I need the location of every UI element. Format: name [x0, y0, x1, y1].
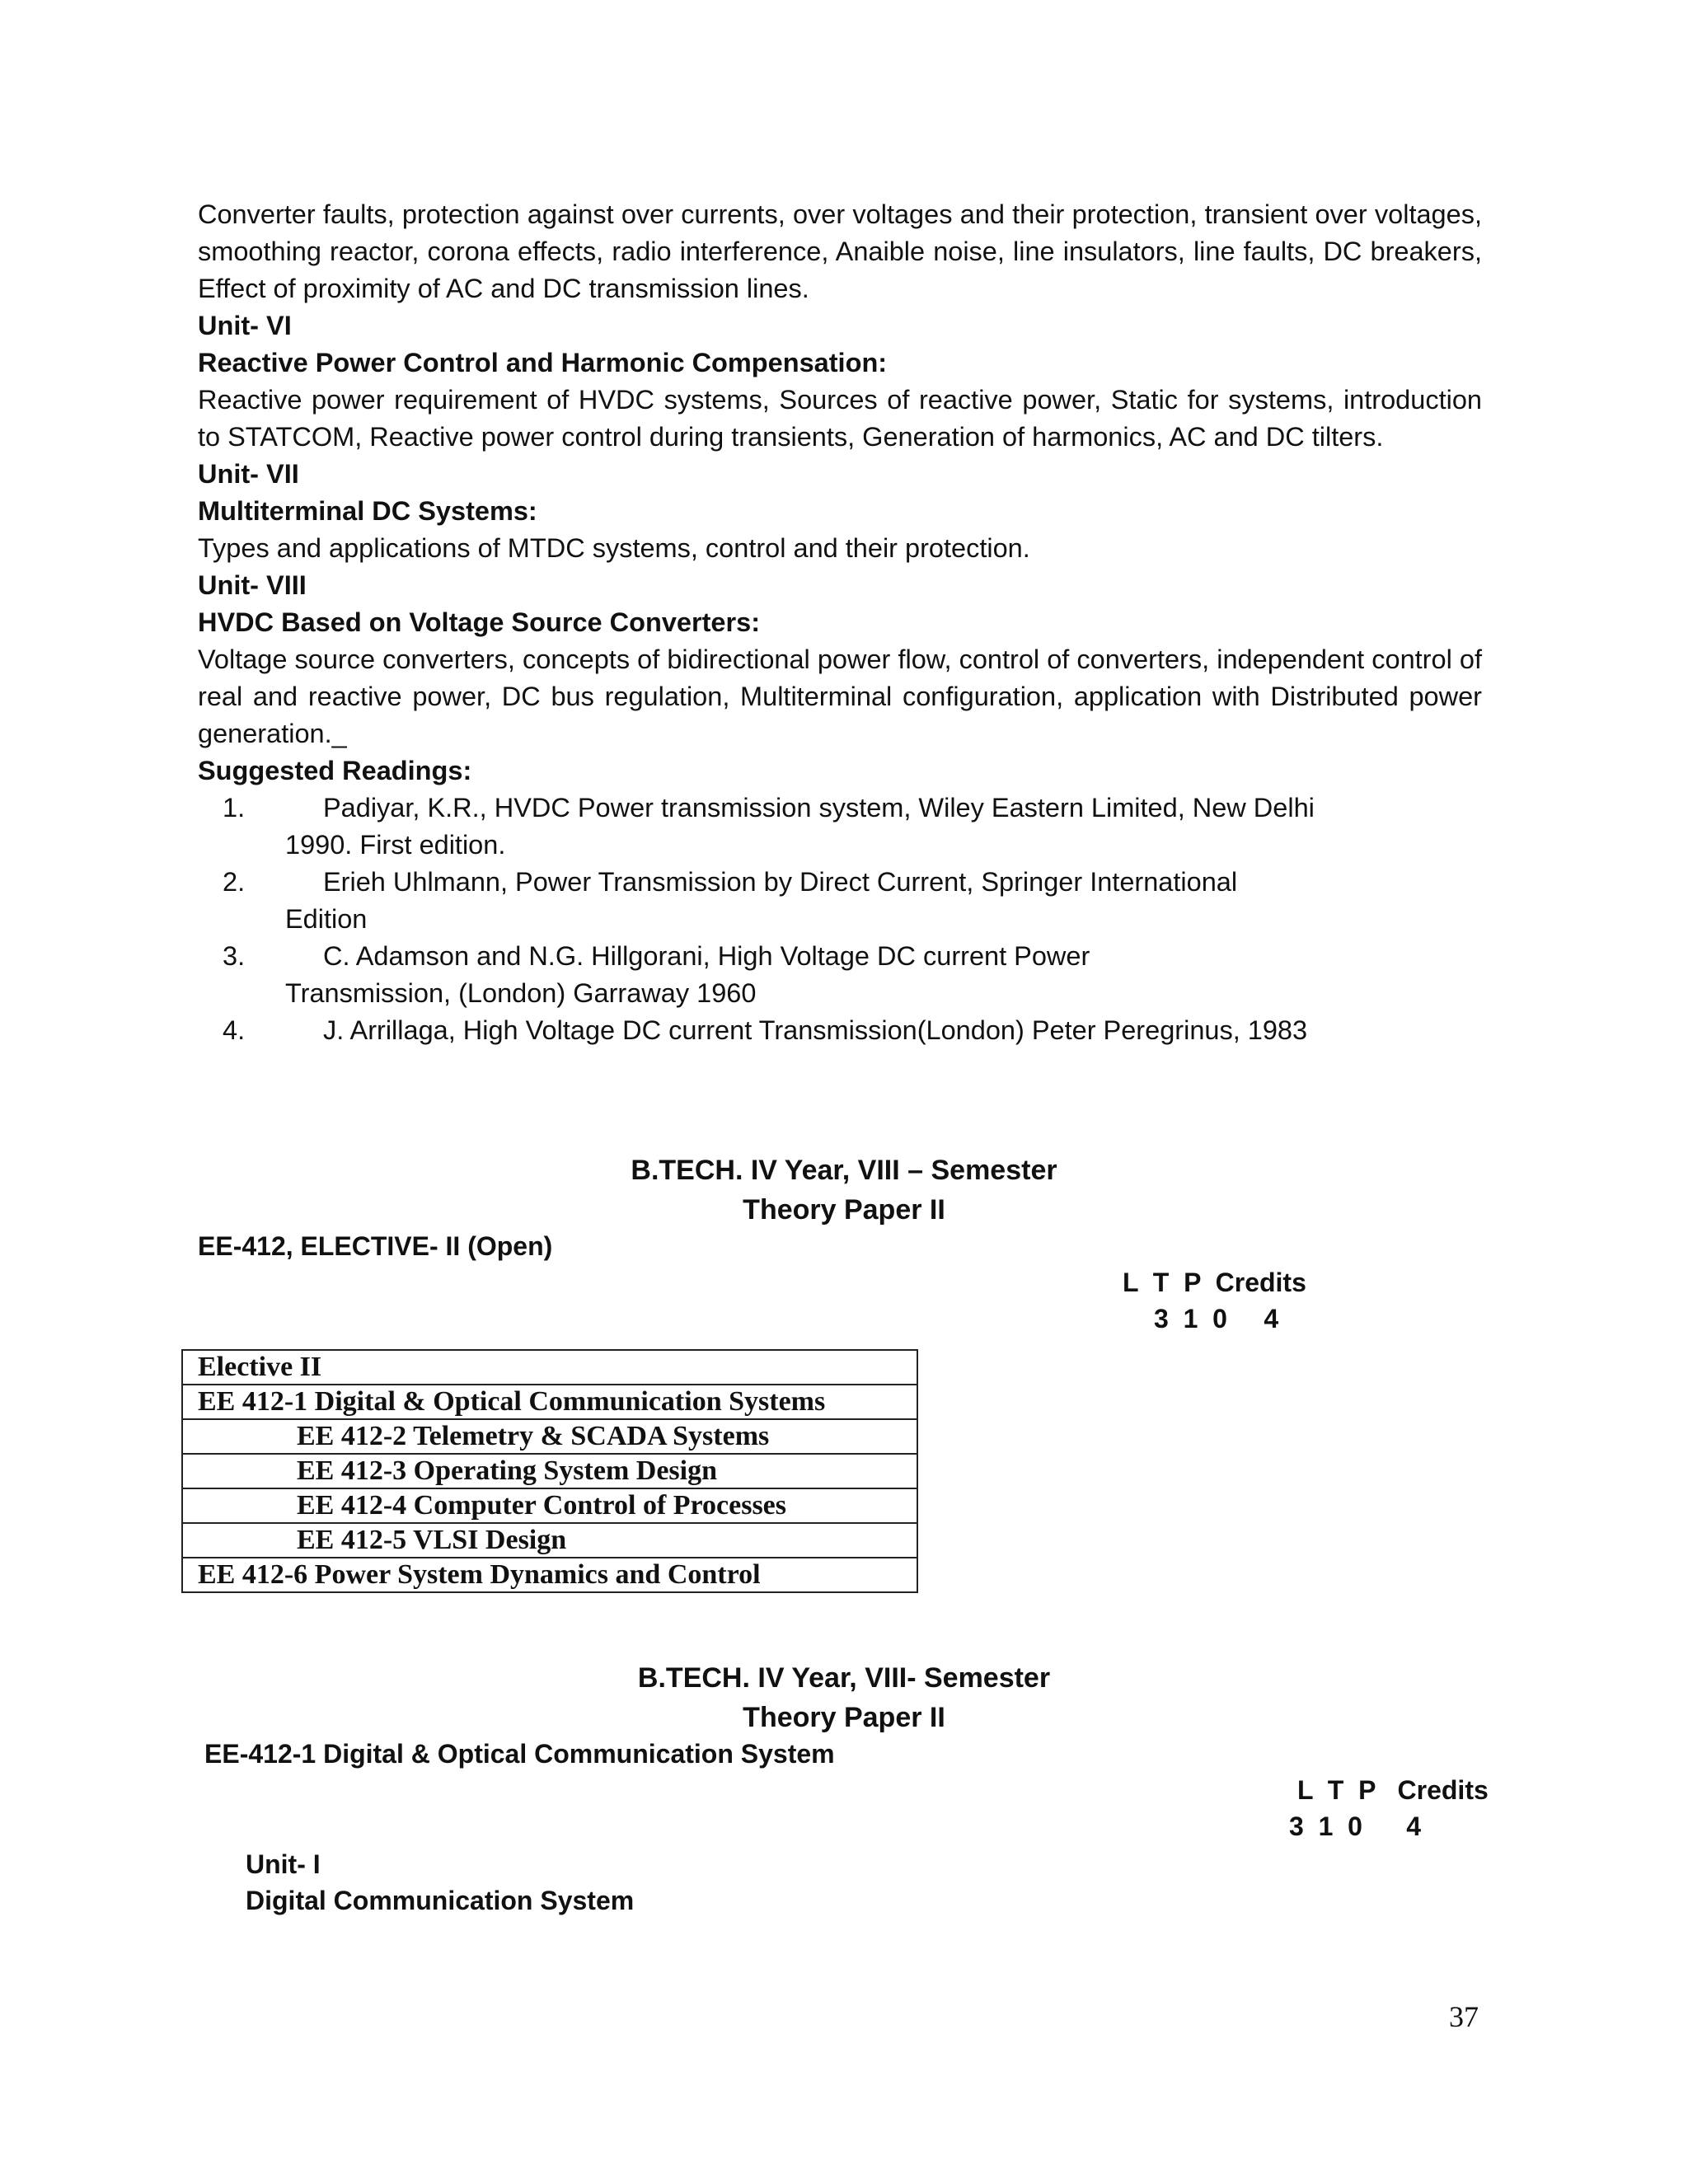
- elective-table-row: [182, 1385, 917, 1419]
- reading-item: [198, 938, 1526, 1012]
- reading-text: J. Arrillaga, High Voltage DC current Transmission(London) Peter Peregrinus, 1983: [323, 1015, 1308, 1045]
- reading-number: 3.: [223, 941, 246, 971]
- section-1-course-code: EE-412, ELECTIVE- II (Open): [198, 1231, 553, 1261]
- readings-list: [198, 790, 1482, 1049]
- section-2-ltp-header: L T P Credits: [1297, 1775, 1489, 1805]
- unit-6-title: Reactive Power Control and Harmonic Compensation:: [198, 348, 888, 377]
- elective-table-cell: EE 412-1 Digital & Optical Communication Systems: [182, 1385, 917, 1419]
- elective-table-row: [182, 1523, 917, 1558]
- elective-table: [181, 1349, 918, 1593]
- unit-6-label: Unit- VI: [198, 311, 292, 340]
- reading-text-continued: Transmission, (London) Garraway 1960: [285, 978, 757, 1008]
- elective-table-cell: EE 412-2 Telemetry & SCADA Systems: [182, 1419, 917, 1454]
- section-1-ltp-header: L T P Credits: [1123, 1268, 1306, 1297]
- reading-item: [198, 864, 1526, 938]
- elective-table-row: [182, 1558, 917, 1592]
- unit-6-body: Reactive power requirement of HVDC systems, Sources of reactive power, Static for systems, introduction to STATCOM, Reactive power control during transients, Generation of harmonics, AC and DC tilters.: [198, 385, 1482, 452]
- elective-table-cell: EE 412-3 Operating System Design: [182, 1454, 917, 1488]
- reading-text-continued: 1990. First edition.: [285, 830, 506, 860]
- section-1-ltp-values: 3 1 0 4: [1154, 1304, 1279, 1333]
- section-2-heading: B.TECH. IV Year, VIII- Semester: [637, 1662, 1051, 1694]
- reading-number: 4.: [223, 1015, 246, 1045]
- unit-8-label: Unit- VIII: [198, 570, 307, 600]
- unit-7-title: Multiterminal DC Systems:: [198, 496, 537, 526]
- section-2-unit-label: Unit- I: [246, 1849, 321, 1879]
- elective-table-cell: EE 412-5 VLSI Design: [182, 1523, 917, 1558]
- reading-text: Erieh Uhlmann, Power Transmission by Direct Current, Springer International: [323, 867, 1238, 897]
- elective-table-cell: EE 412-6 Power System Dynamics and Control: [182, 1558, 917, 1592]
- reading-number: 1.: [223, 793, 246, 823]
- page-number: 37: [1449, 2000, 1479, 2033]
- section-2-ltp-values: 3 1 0 4: [1289, 1811, 1422, 1841]
- main-content: [198, 196, 1482, 1049]
- elective-table-row: [182, 1350, 917, 1385]
- reading-text-continued: Edition: [285, 904, 368, 934]
- elective-table-row: [182, 1454, 917, 1488]
- intro-paragraph: Converter faults, protection against over currents, over voltages and their protection, transient over voltages, smoothing reactor, corona effects, radio interference, Anaible noise, line insulators, line faults, DC breakers, Effect of proximity of AC and DC transmission lines.: [198, 199, 1482, 303]
- unit-7-label: Unit- VII: [198, 459, 299, 489]
- elective-table-row: [182, 1419, 917, 1454]
- unit-7-body: Types and applications of MTDC systems, control and their protection.: [198, 533, 1030, 563]
- elective-table-cell: Elective II: [182, 1350, 917, 1385]
- reading-text: C. Adamson and N.G. Hillgorani, High Voltage DC current Power: [323, 941, 1090, 971]
- reading-item: [198, 1012, 1526, 1049]
- section-2-subheading: Theory Paper II: [743, 1702, 945, 1733]
- section-2-course-code: EE-412-1 Digital & Optical Communication System: [204, 1739, 835, 1769]
- reading-item: [198, 790, 1526, 864]
- elective-table-row: [182, 1488, 917, 1523]
- unit-8-body: Voltage source converters, concepts of bidirectional power flow, control of converters, independent control of real and reactive power, DC bus regulation, Multiterminal configuration, application with Distributed power generation._: [198, 644, 1482, 748]
- section-1-subheading: Theory Paper II: [743, 1194, 945, 1226]
- elective-table-cell: EE 412-4 Computer Control of Processes: [182, 1488, 917, 1523]
- reading-number: 2.: [223, 867, 246, 897]
- reading-text: Padiyar, K.R., HVDC Power transmission system, Wiley Eastern Limited, New Delhi: [323, 793, 1315, 823]
- section-2-unit-title: Digital Communication System: [246, 1886, 635, 1915]
- section-1-heading: B.TECH. IV Year, VIII – Semester: [631, 1155, 1057, 1186]
- unit-8-title: HVDC Based on Voltage Source Converters:: [198, 607, 761, 637]
- readings-title: Suggested Readings:: [198, 756, 472, 785]
